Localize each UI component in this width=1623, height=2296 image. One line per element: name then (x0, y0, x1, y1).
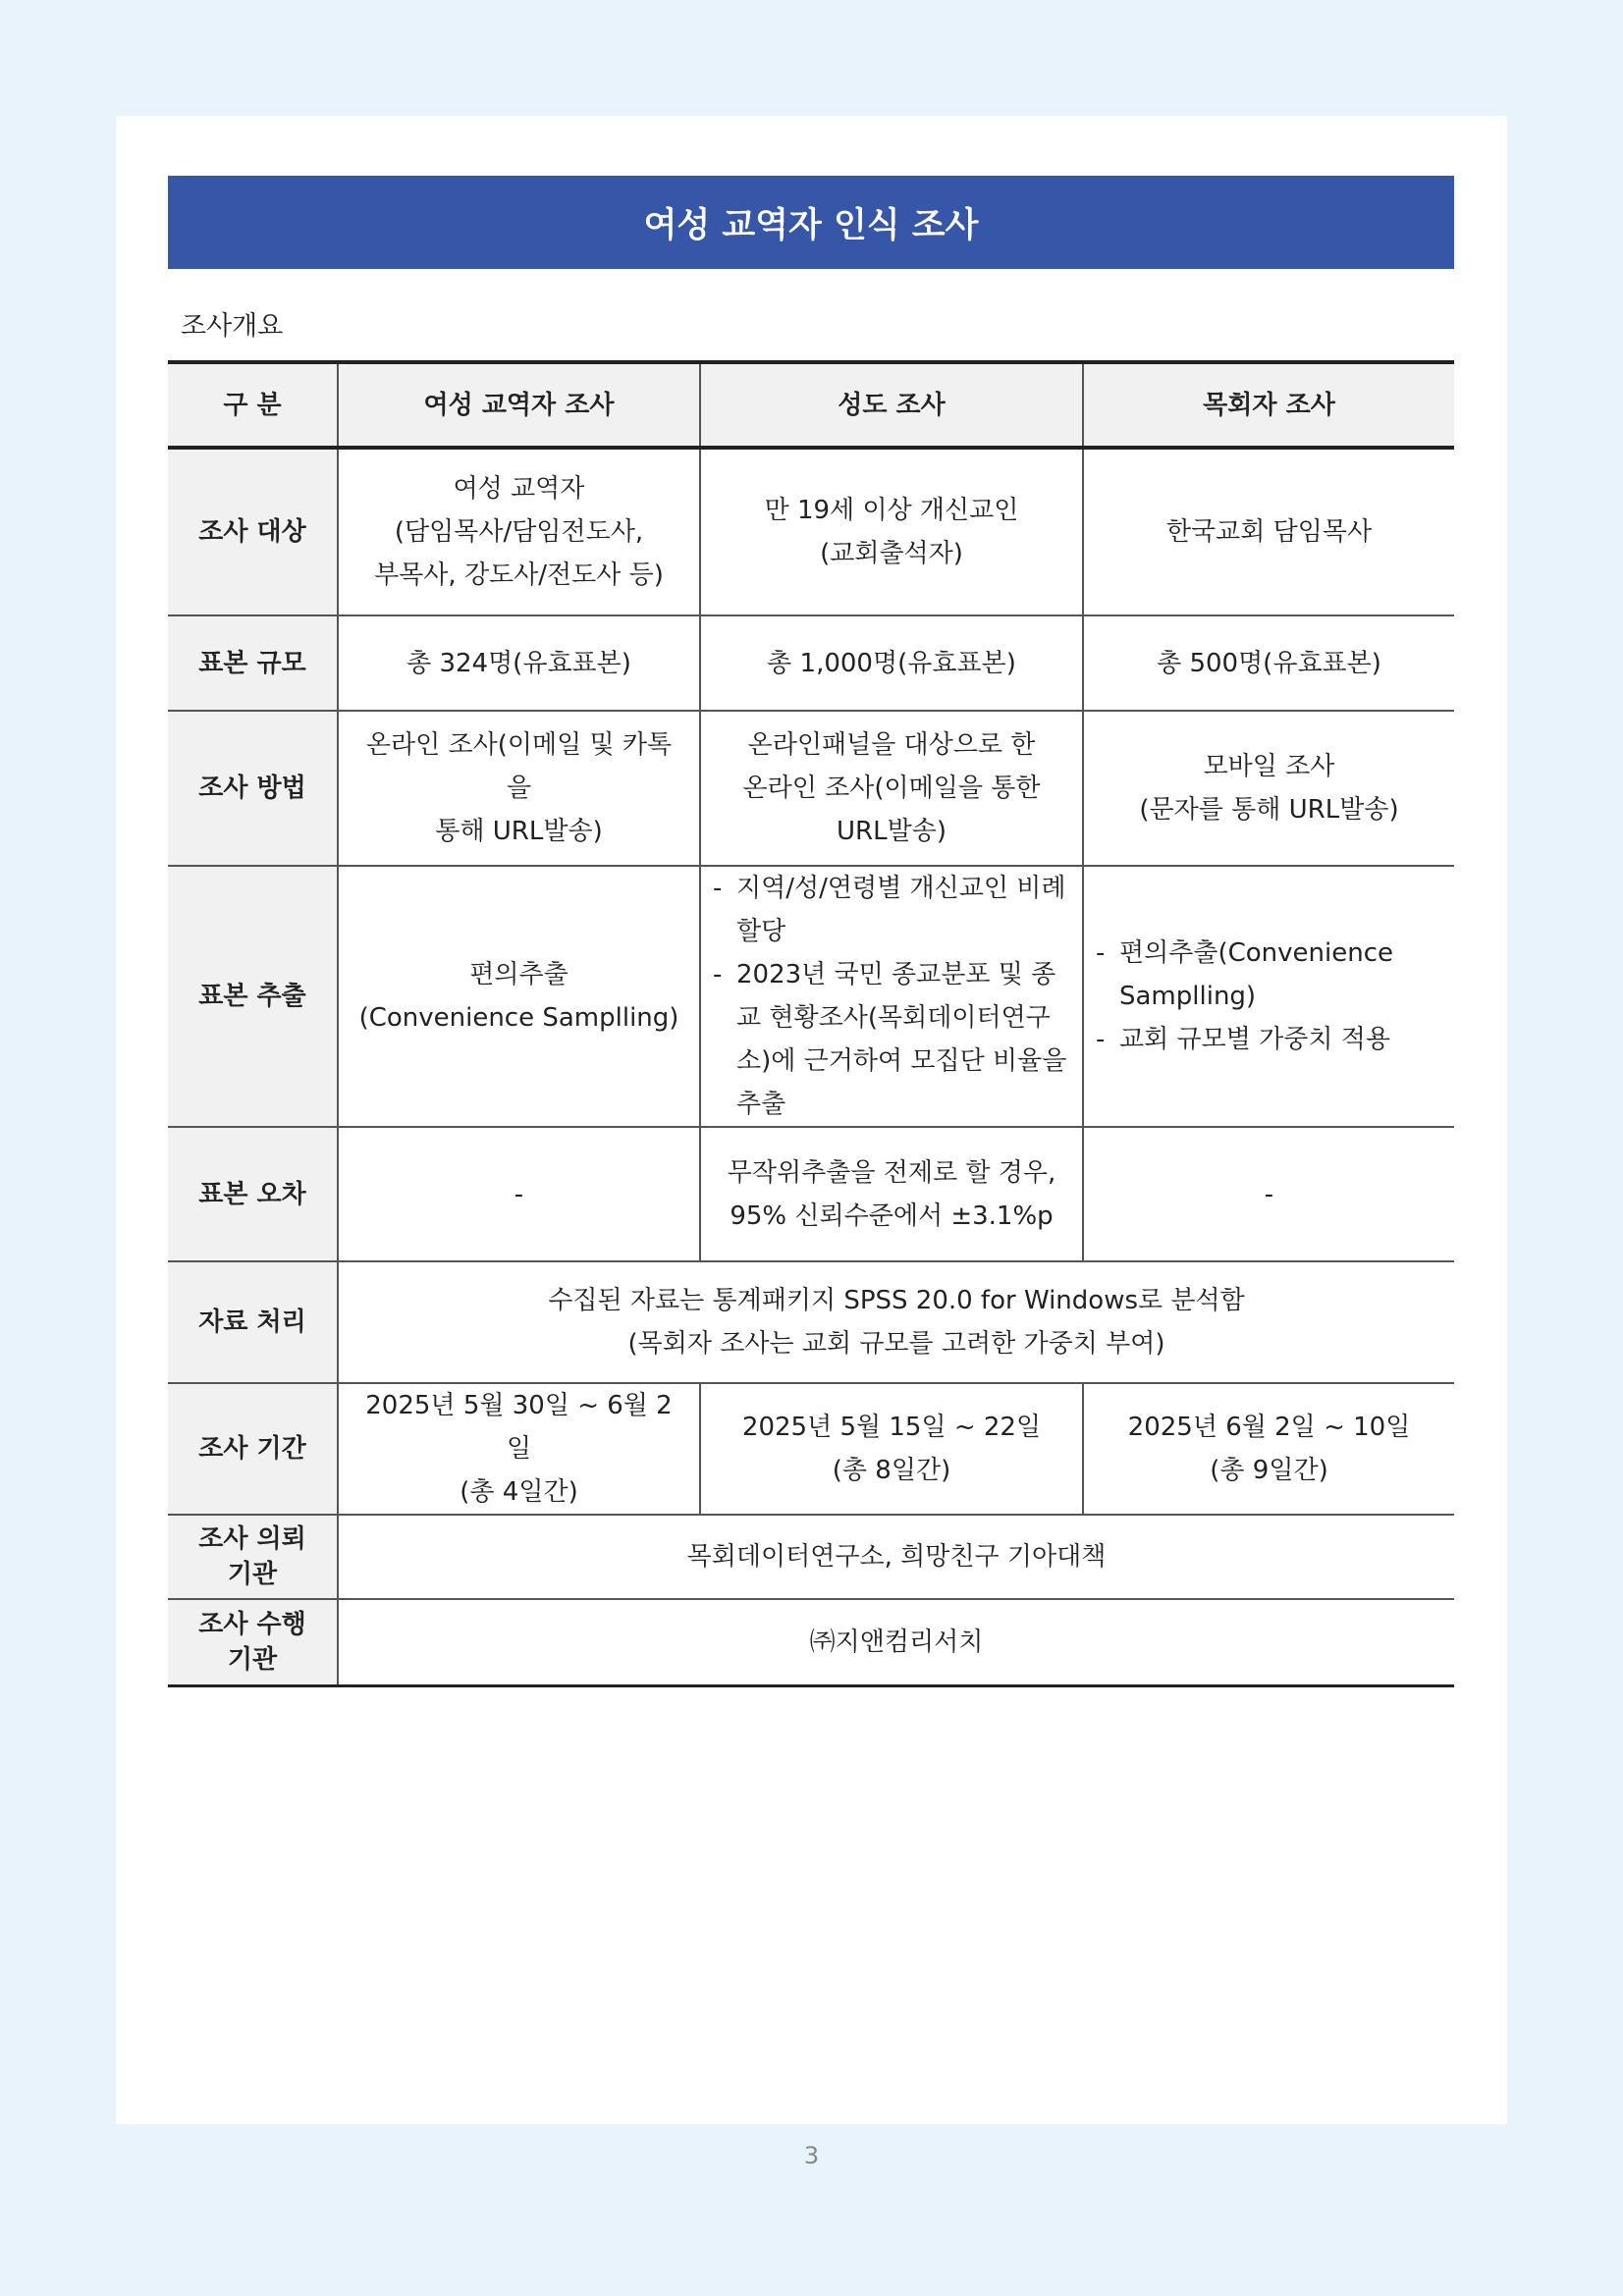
row-label-executor (168, 1599, 338, 1685)
page-number: 3 (803, 2142, 820, 2169)
table-row-commissioner (168, 1515, 1454, 1599)
cell-sampling-female (338, 866, 700, 1127)
list-item: - 지역/성/연령별 개신교인 비례할당 (711, 867, 1074, 953)
cell-error-pastor: - (1083, 1127, 1454, 1261)
row-label-method: 조사 방법 (168, 711, 338, 866)
table-row-processing (168, 1261, 1454, 1383)
cell-line: 수집된 자료는 통계패키지 SPSS 20.0 for Windows로 분석함 (548, 1286, 1245, 1315)
cell-method-female (338, 711, 700, 866)
cell-line: 온라인 조사(이메일 및 카톡을 (365, 730, 673, 803)
cell-error-member (700, 1127, 1083, 1261)
row-label-commissioner (168, 1515, 338, 1599)
table-row-method (168, 711, 1454, 866)
cell-line: URL발송) (837, 817, 947, 846)
list-item: - 교회 규모별 가중치 적용 (1094, 1018, 1442, 1061)
cell-line: (총 4일간) (460, 1477, 578, 1507)
cell-target-member (700, 448, 1083, 615)
cell-line: 통해 URL발송) (435, 817, 603, 846)
cell-line: 기관 (227, 1560, 278, 1589)
cell-error-female: - (338, 1127, 700, 1261)
section-label: 조사개요 (181, 311, 284, 342)
header-female-survey: 여성 교역자 조사 (338, 362, 700, 448)
cell-line: (총 9일간) (1210, 1456, 1328, 1485)
bullet-list (1094, 932, 1442, 1061)
cell-line: 2025년 6월 2일 ~ 10일 (1127, 1413, 1411, 1442)
header-category: 구 분 (168, 362, 338, 448)
table-row-period (168, 1383, 1454, 1515)
cell-sample-size-pastor: 총 500명(유효표본) (1083, 615, 1454, 711)
cell-line: 2025년 5월 30일 ~ 6월 2일 (365, 1391, 673, 1464)
table-row-target (168, 448, 1454, 615)
cell-target-female (338, 448, 700, 615)
row-label-period: 조사 기간 (168, 1383, 338, 1515)
cell-line: (담임목사/담임전도사, (394, 517, 644, 547)
table-row-error (168, 1127, 1454, 1261)
table-row-executor (168, 1599, 1454, 1685)
document-page (116, 116, 1507, 2124)
cell-line: (총 8일간) (832, 1456, 951, 1485)
cell-sample-size-female: 총 324명(유효표본) (338, 615, 700, 711)
cell-line: 기관 (227, 1644, 278, 1675)
cell-method-pastor (1083, 711, 1454, 866)
list-item: - 편의추출(Convenience Samplling) (1094, 932, 1442, 1018)
cell-line: 95% 신뢰수준에서 ±3.1%p (730, 1201, 1054, 1231)
cell-period-female (338, 1383, 700, 1515)
row-label-error: 표본 오차 (168, 1127, 338, 1261)
cell-line: 만 19세 이상 개신교인 (764, 496, 1019, 525)
cell-period-pastor (1083, 1383, 1454, 1515)
cell-line: 무작위추출을 전제로 할 경우, (727, 1157, 1056, 1188)
cell-line: 2025년 5월 15일 ~ 22일 (741, 1413, 1042, 1442)
header-pastor-survey: 목회자 조사 (1083, 362, 1454, 448)
cell-executor: ㈜지앤컴리서치 (338, 1599, 1454, 1685)
cell-line: (문자를 통해 URL발송) (1139, 795, 1399, 825)
list-item: - 2023년 국민 종교분포 및 종교 현황조사(목회데이터연구소)에 근거하여 모집단 비율을 추출 (711, 953, 1074, 1126)
cell-line: 한국교회 담임목사 (1165, 517, 1373, 547)
cell-sample-size-member: 총 1,000명(유효표본) (700, 615, 1083, 711)
table-row-sampling (168, 866, 1454, 1127)
cell-line: 온라인 조사(이메일을 통한 (742, 774, 1041, 803)
cell-line: (교회출석자) (820, 539, 963, 568)
cell-line: 부목사, 강도사/전도사 등) (374, 561, 664, 590)
cell-target-pastor (1083, 448, 1454, 615)
row-label-target: 조사 대상 (168, 448, 338, 615)
bullet-list (711, 867, 1074, 1126)
cell-line: 모바일 조사 (1203, 752, 1335, 781)
table-header-row (168, 362, 1454, 448)
cell-sampling-pastor (1083, 866, 1454, 1127)
page-title: 여성 교역자 인식 조사 (168, 176, 1454, 269)
cell-line: 편의추출 (469, 960, 568, 989)
header-member-survey: 성도 조사 (700, 362, 1083, 448)
cell-sampling-member (700, 866, 1083, 1127)
survey-overview-table (168, 360, 1454, 1687)
row-label-sampling: 표본 추출 (168, 866, 338, 1127)
cell-line: (Convenience Samplling) (358, 1003, 679, 1033)
row-label-sample-size: 표본 규모 (168, 615, 338, 711)
cell-line: 조사 수행 (198, 1609, 306, 1639)
cell-commissioner: 목회데이터연구소, 희망친구 기아대책 (338, 1515, 1454, 1599)
cell-line: (목회자 조사는 교회 규모를 고려한 가중치 부여) (627, 1329, 1165, 1359)
cell-line: 여성 교역자 (453, 474, 585, 504)
cell-line: 조사 의뢰 (198, 1524, 306, 1554)
cell-method-member (700, 711, 1083, 866)
cell-period-member (700, 1383, 1083, 1515)
row-label-processing: 자료 처리 (168, 1261, 338, 1383)
cell-processing (338, 1261, 1454, 1383)
cell-line: 온라인패널을 대상으로 한 (747, 730, 1036, 760)
table-row-sample-size (168, 615, 1454, 711)
